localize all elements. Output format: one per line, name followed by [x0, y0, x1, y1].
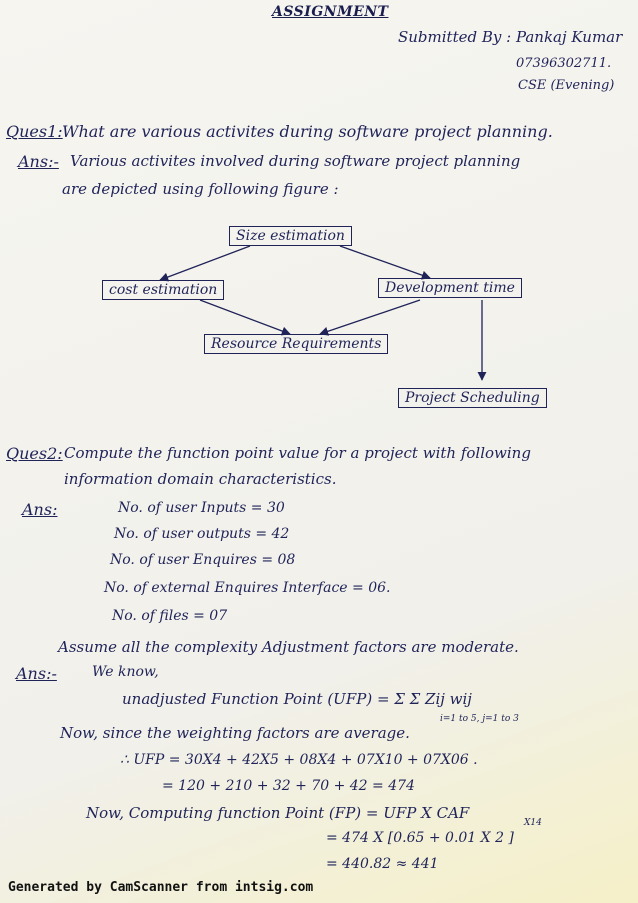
box-cost-estimation: cost estimation	[102, 280, 224, 300]
ufp-formula: unadjusted Function Point (UFP) = Σ Σ Zij wij	[122, 690, 472, 708]
roll-number: 07396302711.	[516, 56, 612, 71]
fp-line: Now, Computing function Point (FP) = UFP X CAF	[86, 804, 470, 822]
q2-label: Ques2:	[6, 444, 63, 463]
arrow-development-to-resource	[320, 300, 420, 334]
box-development-time: Development time	[378, 278, 522, 298]
q2-answer-label: Ans:	[22, 500, 58, 519]
arrow-size-to-cost	[160, 246, 250, 280]
assumption-line: Assume all the complexity Adjustment factors are moderate.	[58, 638, 519, 656]
list-item: No. of user outputs = 42	[114, 526, 290, 542]
arrow-size-to-development	[340, 246, 430, 278]
ufp-calculation: ∴ UFP = 30X4 + 42X5 + 08X4 + 07X10 + 07X06 .	[120, 752, 478, 768]
sum-limits: i=1 to 5, j=1 to 3	[440, 714, 519, 724]
q1-answer-line2: are depicted using following figure :	[62, 180, 339, 198]
q1-answer-label: Ans:-	[18, 152, 59, 171]
fp-result: = 440.82 ≈ 441	[326, 856, 439, 872]
q2-question-line2: information domain characteristics.	[64, 470, 337, 488]
q1-answer-line1: Various activites involved during software project planning	[70, 152, 521, 170]
list-item: No. of external Enquires Interface = 06.	[104, 580, 391, 596]
we-know-line: We know,	[92, 664, 159, 680]
assignment-title: ASSIGNMENT	[272, 4, 389, 20]
box-resource-requirements: Resource Requirements	[204, 334, 388, 354]
box-project-scheduling: Project Scheduling	[398, 388, 547, 408]
q2-second-answer-label: Ans:-	[16, 664, 57, 683]
ufp-result: = 120 + 210 + 32 + 70 + 42 = 474	[162, 778, 415, 794]
submitted-by: Submitted By : Pankaj Kumar	[398, 28, 623, 46]
fp-calculation: = 474 X [0.65 + 0.01 X 2 ]	[326, 830, 514, 846]
camscanner-footer: Generated by CamScanner from intsig.com	[8, 880, 314, 895]
list-item: No. of files = 07	[112, 608, 228, 624]
q1-question: What are various activites during software project planning.	[62, 122, 553, 141]
q1-label: Ques1:	[6, 122, 63, 141]
q2-question-line1: Compute the function point value for a project with following	[64, 444, 531, 462]
box-size-estimation: Size estimation	[229, 226, 352, 246]
list-item: No. of user Enquires = 08	[110, 552, 296, 568]
list-item: No. of user Inputs = 30	[118, 500, 285, 516]
fp-exponent: X14	[524, 818, 542, 828]
branch: CSE (Evening)	[518, 78, 615, 93]
weighting-note: Now, since the weighting factors are average.	[60, 724, 410, 742]
arrow-cost-to-resource	[200, 300, 290, 334]
